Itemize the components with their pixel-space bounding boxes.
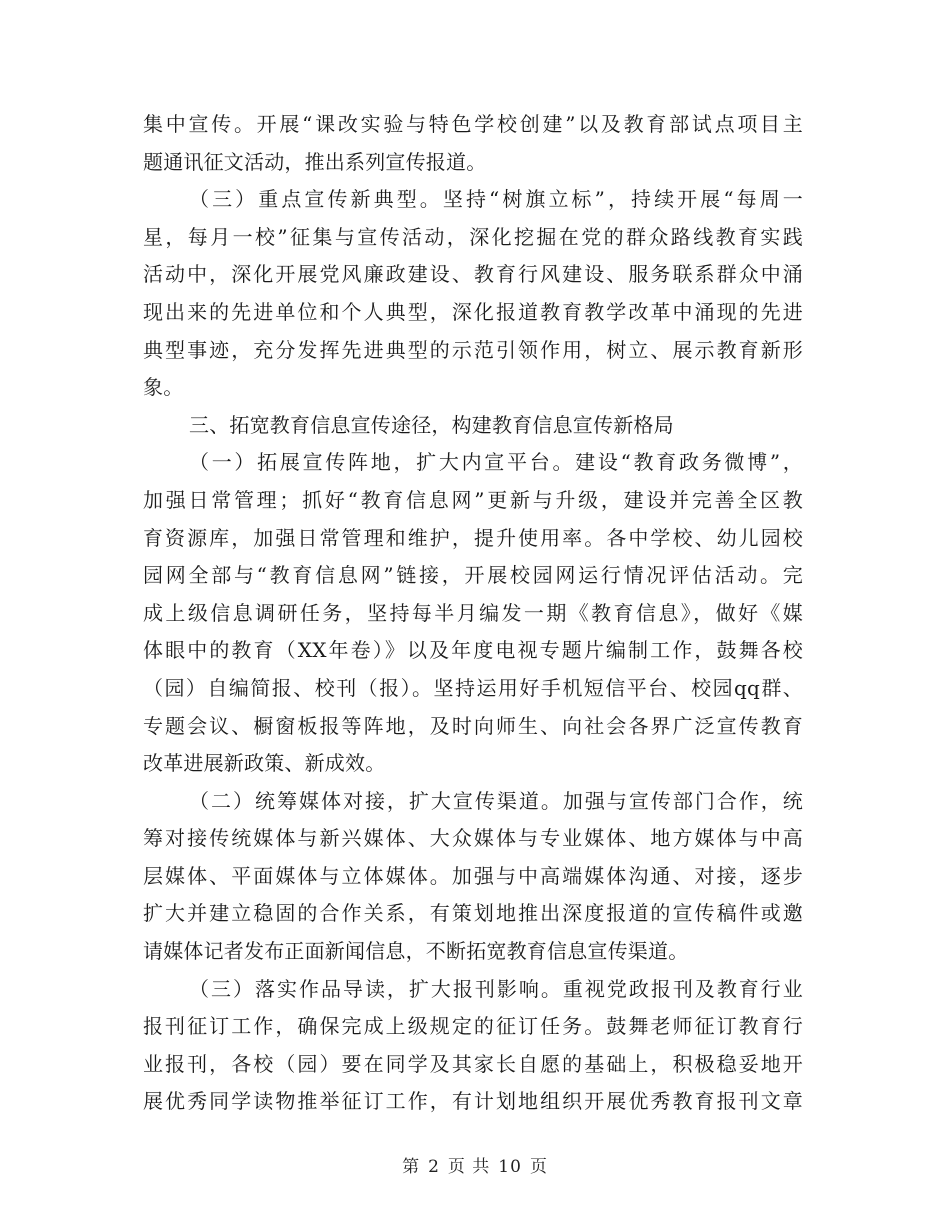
text-line: 三、拓宽教育信息宣传途径，构建教育信息宣传新格局 xyxy=(189,412,674,437)
current-page-number: 2 xyxy=(428,1157,440,1177)
text-line: 请媒体记者发布正面新闻信息，不断拓宽教育信息宣传渠道。 xyxy=(143,939,689,964)
text-line: （一）拓展宣传阵地，扩大内宣平台。建设“教育政务微博”， xyxy=(189,450,803,475)
text-line: 改革进展新政策、新成效。 xyxy=(143,751,386,776)
text-line: 成上级信息调研任务，坚持每半月编发一期《教育信息》，做好《媒 xyxy=(143,600,803,625)
footer-prefix: 第 xyxy=(402,1157,421,1177)
text-line: 星，每月一校”征集与宣传活动，深化挖掘在党的群众路线教育实践 xyxy=(143,224,803,249)
page-footer xyxy=(0,1152,950,1177)
text-line: （三）重点宣传新典型。坚持“树旗立标”，持续开展“每周一 xyxy=(189,187,803,212)
text-line: 园网全部与“教育信息网”链接，开展校园网运行情况评估活动。完 xyxy=(143,563,803,588)
text-line: （三）落实作品导读，扩大报刊影响。重视党政报刊及教育行业 xyxy=(189,976,803,1001)
text-line: 象。 xyxy=(143,375,184,400)
text-line: 加强日常管理；抓好“教育信息网”更新与升级，建设并完善全区教 xyxy=(143,487,803,512)
text-line: 体眼中的教育（XX年卷）》以及年度电视专题片编制工作，鼓舞各校 xyxy=(143,638,803,663)
total-page-count: 10 xyxy=(498,1157,522,1177)
text-line: 报刊征订工作，确保完成上级规定的征订任务。鼓舞老师征订教育行 xyxy=(143,1014,803,1039)
text-line: 筹对接传统媒体与新兴媒体、大众媒体与专业媒体、地方媒体与中高 xyxy=(143,826,803,851)
text-line: 专题会议、橱窗板报等阵地，及时向师生、向社会各界广泛宣传教育 xyxy=(143,713,803,738)
text-line: 育资源库，加强日常管理和维护，提升使用率。各中学校、幼儿园校 xyxy=(143,525,803,550)
text-line: 扩大并建立稳固的合作关系，有策划地推出深度报道的宣传稿件或邀 xyxy=(143,901,803,926)
text-line: 层媒体、平面媒体与立体媒体。加强与中高端媒体沟通、对接，逐步 xyxy=(143,863,803,888)
text-line: 现出来的先进单位和个人典型，深化报道教育教学改革中涌现的先进 xyxy=(143,299,803,324)
text-line: （园）自编简报、校刊（报）。坚持运用好手机短信平台、校园qq群、 xyxy=(143,675,803,700)
text-line: 典型事迹，充分发挥先进典型的示范引领作用，树立、展示教育新形 xyxy=(143,337,803,362)
text-line: 活动中，深化开展党风廉政建设、教育行风建设、服务联系群众中涌 xyxy=(143,262,803,287)
document-body xyxy=(143,106,803,1121)
text-line: 业报刊，各校（园）要在同学及其家长自愿的基础上，积极稳妥地开 xyxy=(143,1051,803,1076)
text-line: （二）统筹媒体对接，扩大宣传渠道。加强与宣传部门合作，统 xyxy=(189,788,803,813)
footer-suffix: 页 xyxy=(529,1157,548,1177)
text-line: 展优秀同学读物推举征订工作，有计划地组织开展优秀教育报刊文章 xyxy=(143,1089,803,1114)
footer-middle: 页 共 xyxy=(447,1157,491,1177)
text-line: 集中宣传。开展“课改实验与特色学校创建”以及教育部试点项目主 xyxy=(143,112,803,136)
text-line: 题通讯征文活动，推出系列宣传报道。 xyxy=(143,149,487,174)
